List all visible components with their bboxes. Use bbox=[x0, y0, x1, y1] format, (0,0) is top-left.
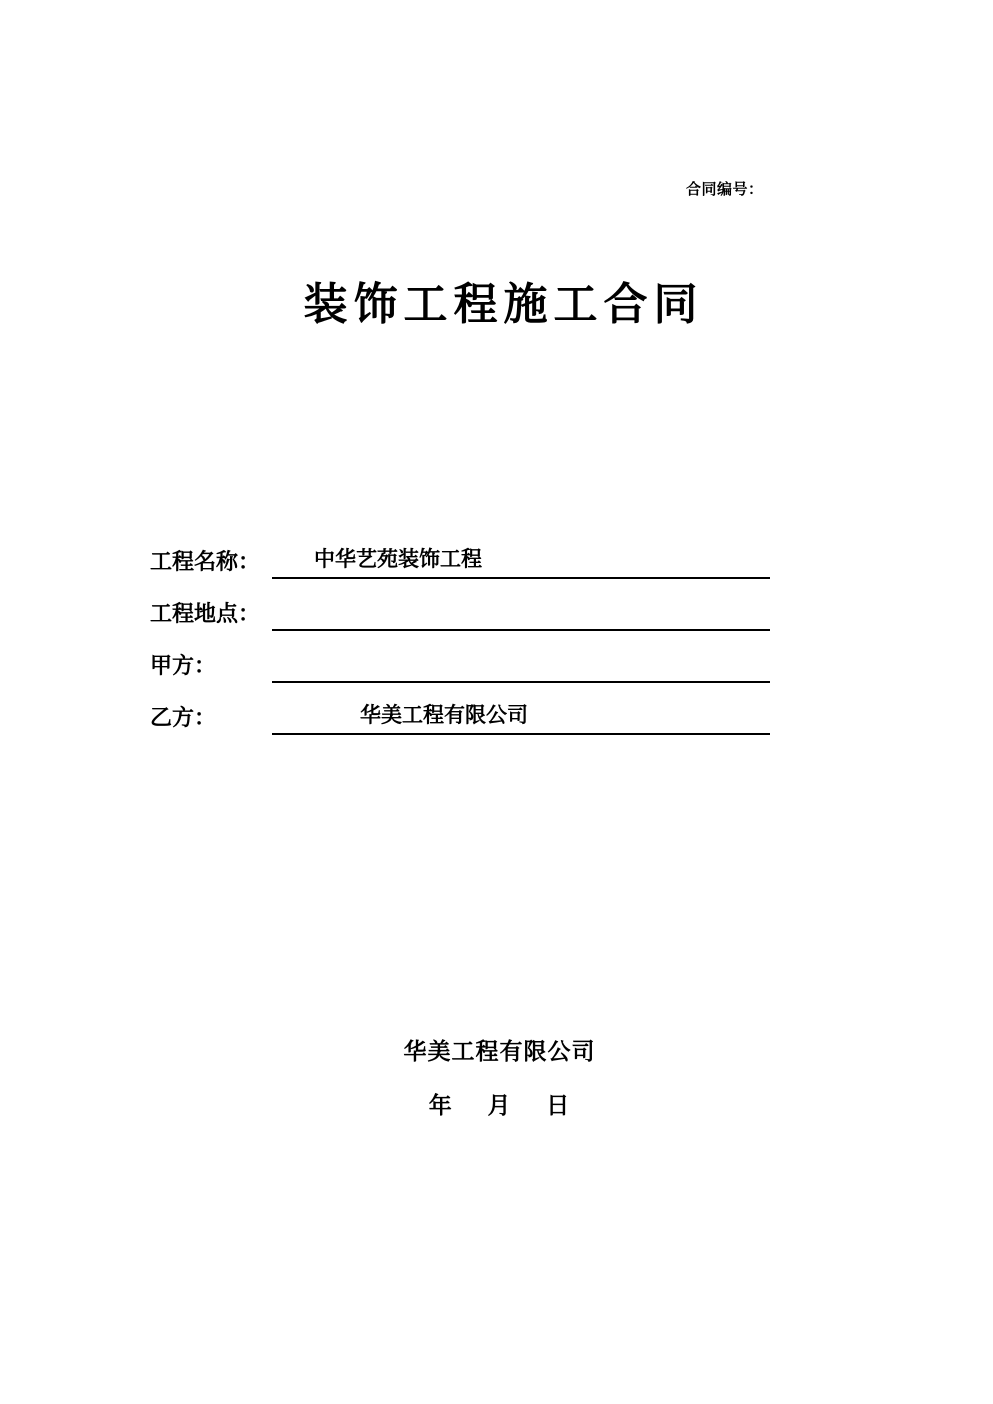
field-row-party-b bbox=[150, 683, 770, 735]
field-label-project-location: 工程地点： bbox=[150, 601, 261, 626]
footer-date bbox=[0, 1087, 993, 1120]
field-row-party-a bbox=[150, 631, 770, 683]
field-underline-project-location bbox=[272, 597, 770, 631]
page-title: 装饰工程施工合同 bbox=[303, 280, 704, 329]
contract-number-label: 合同编号： bbox=[686, 182, 764, 198]
footer-date-year: 年 bbox=[428, 1093, 453, 1118]
field-value-project-name[interactable]: 中华艺苑装饰工程 bbox=[314, 547, 482, 571]
field-row-project-name bbox=[150, 527, 770, 579]
field-label-party-b: 乙方： bbox=[150, 705, 217, 730]
footer-date-month: 月 bbox=[487, 1093, 512, 1118]
footer-company-name: 华美工程有限公司 bbox=[403, 1039, 596, 1064]
field-underline-party-a bbox=[272, 649, 770, 683]
contract-fields bbox=[150, 527, 770, 735]
field-underline-project-name bbox=[272, 545, 770, 579]
field-label-party-a: 甲方： bbox=[150, 653, 217, 678]
footer-date-day: 日 bbox=[546, 1093, 571, 1118]
field-row-project-location bbox=[150, 579, 770, 631]
field-underline-party-b bbox=[272, 701, 770, 735]
field-value-party-b[interactable]: 华美工程有限公司 bbox=[360, 703, 528, 727]
field-label-project-name: 工程名称： bbox=[150, 549, 261, 574]
